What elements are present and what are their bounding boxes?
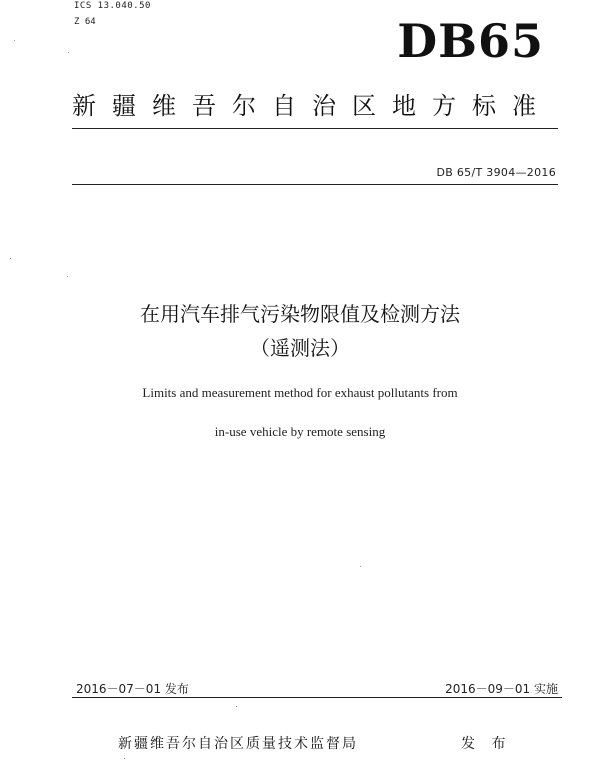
scan-speck xyxy=(10,258,11,259)
document-title-en-line1: Limits and measurement method for exhaust pollutants from xyxy=(142,385,458,400)
issue-date: 2016－07－01 发布 xyxy=(76,682,189,696)
standard-type: 新疆维吾尔自治区地方标准 xyxy=(72,92,552,120)
document-title-zh: 在用汽车排气污染物限值及检测方法 xyxy=(140,302,460,326)
scan-speck xyxy=(67,276,68,277)
scan-speck xyxy=(236,706,237,707)
number-divider xyxy=(72,184,558,185)
classification-code: Z 64 xyxy=(74,17,96,27)
scan-speck xyxy=(360,566,361,567)
top-divider xyxy=(72,128,558,129)
scan-speck xyxy=(14,40,15,41)
scan-speck xyxy=(68,52,69,53)
ics-code: ICS 13.040.50 xyxy=(74,1,151,11)
standard-number: DB 65/T 3904—2016 xyxy=(436,166,556,179)
implementation-date: 2016－09－01 实施 xyxy=(445,682,558,696)
document-title-en-line2: in-use vehicle by remote sensing xyxy=(214,424,386,439)
issuing-authority: 新疆维吾尔自治区质量技术监督局 xyxy=(118,736,358,752)
publish-label: 发 布 xyxy=(461,736,512,752)
document-subtitle-zh: （遥测法） xyxy=(250,336,350,360)
standard-logo: DB65 xyxy=(397,14,544,68)
bottom-divider xyxy=(72,697,562,698)
scan-speck xyxy=(124,758,125,759)
